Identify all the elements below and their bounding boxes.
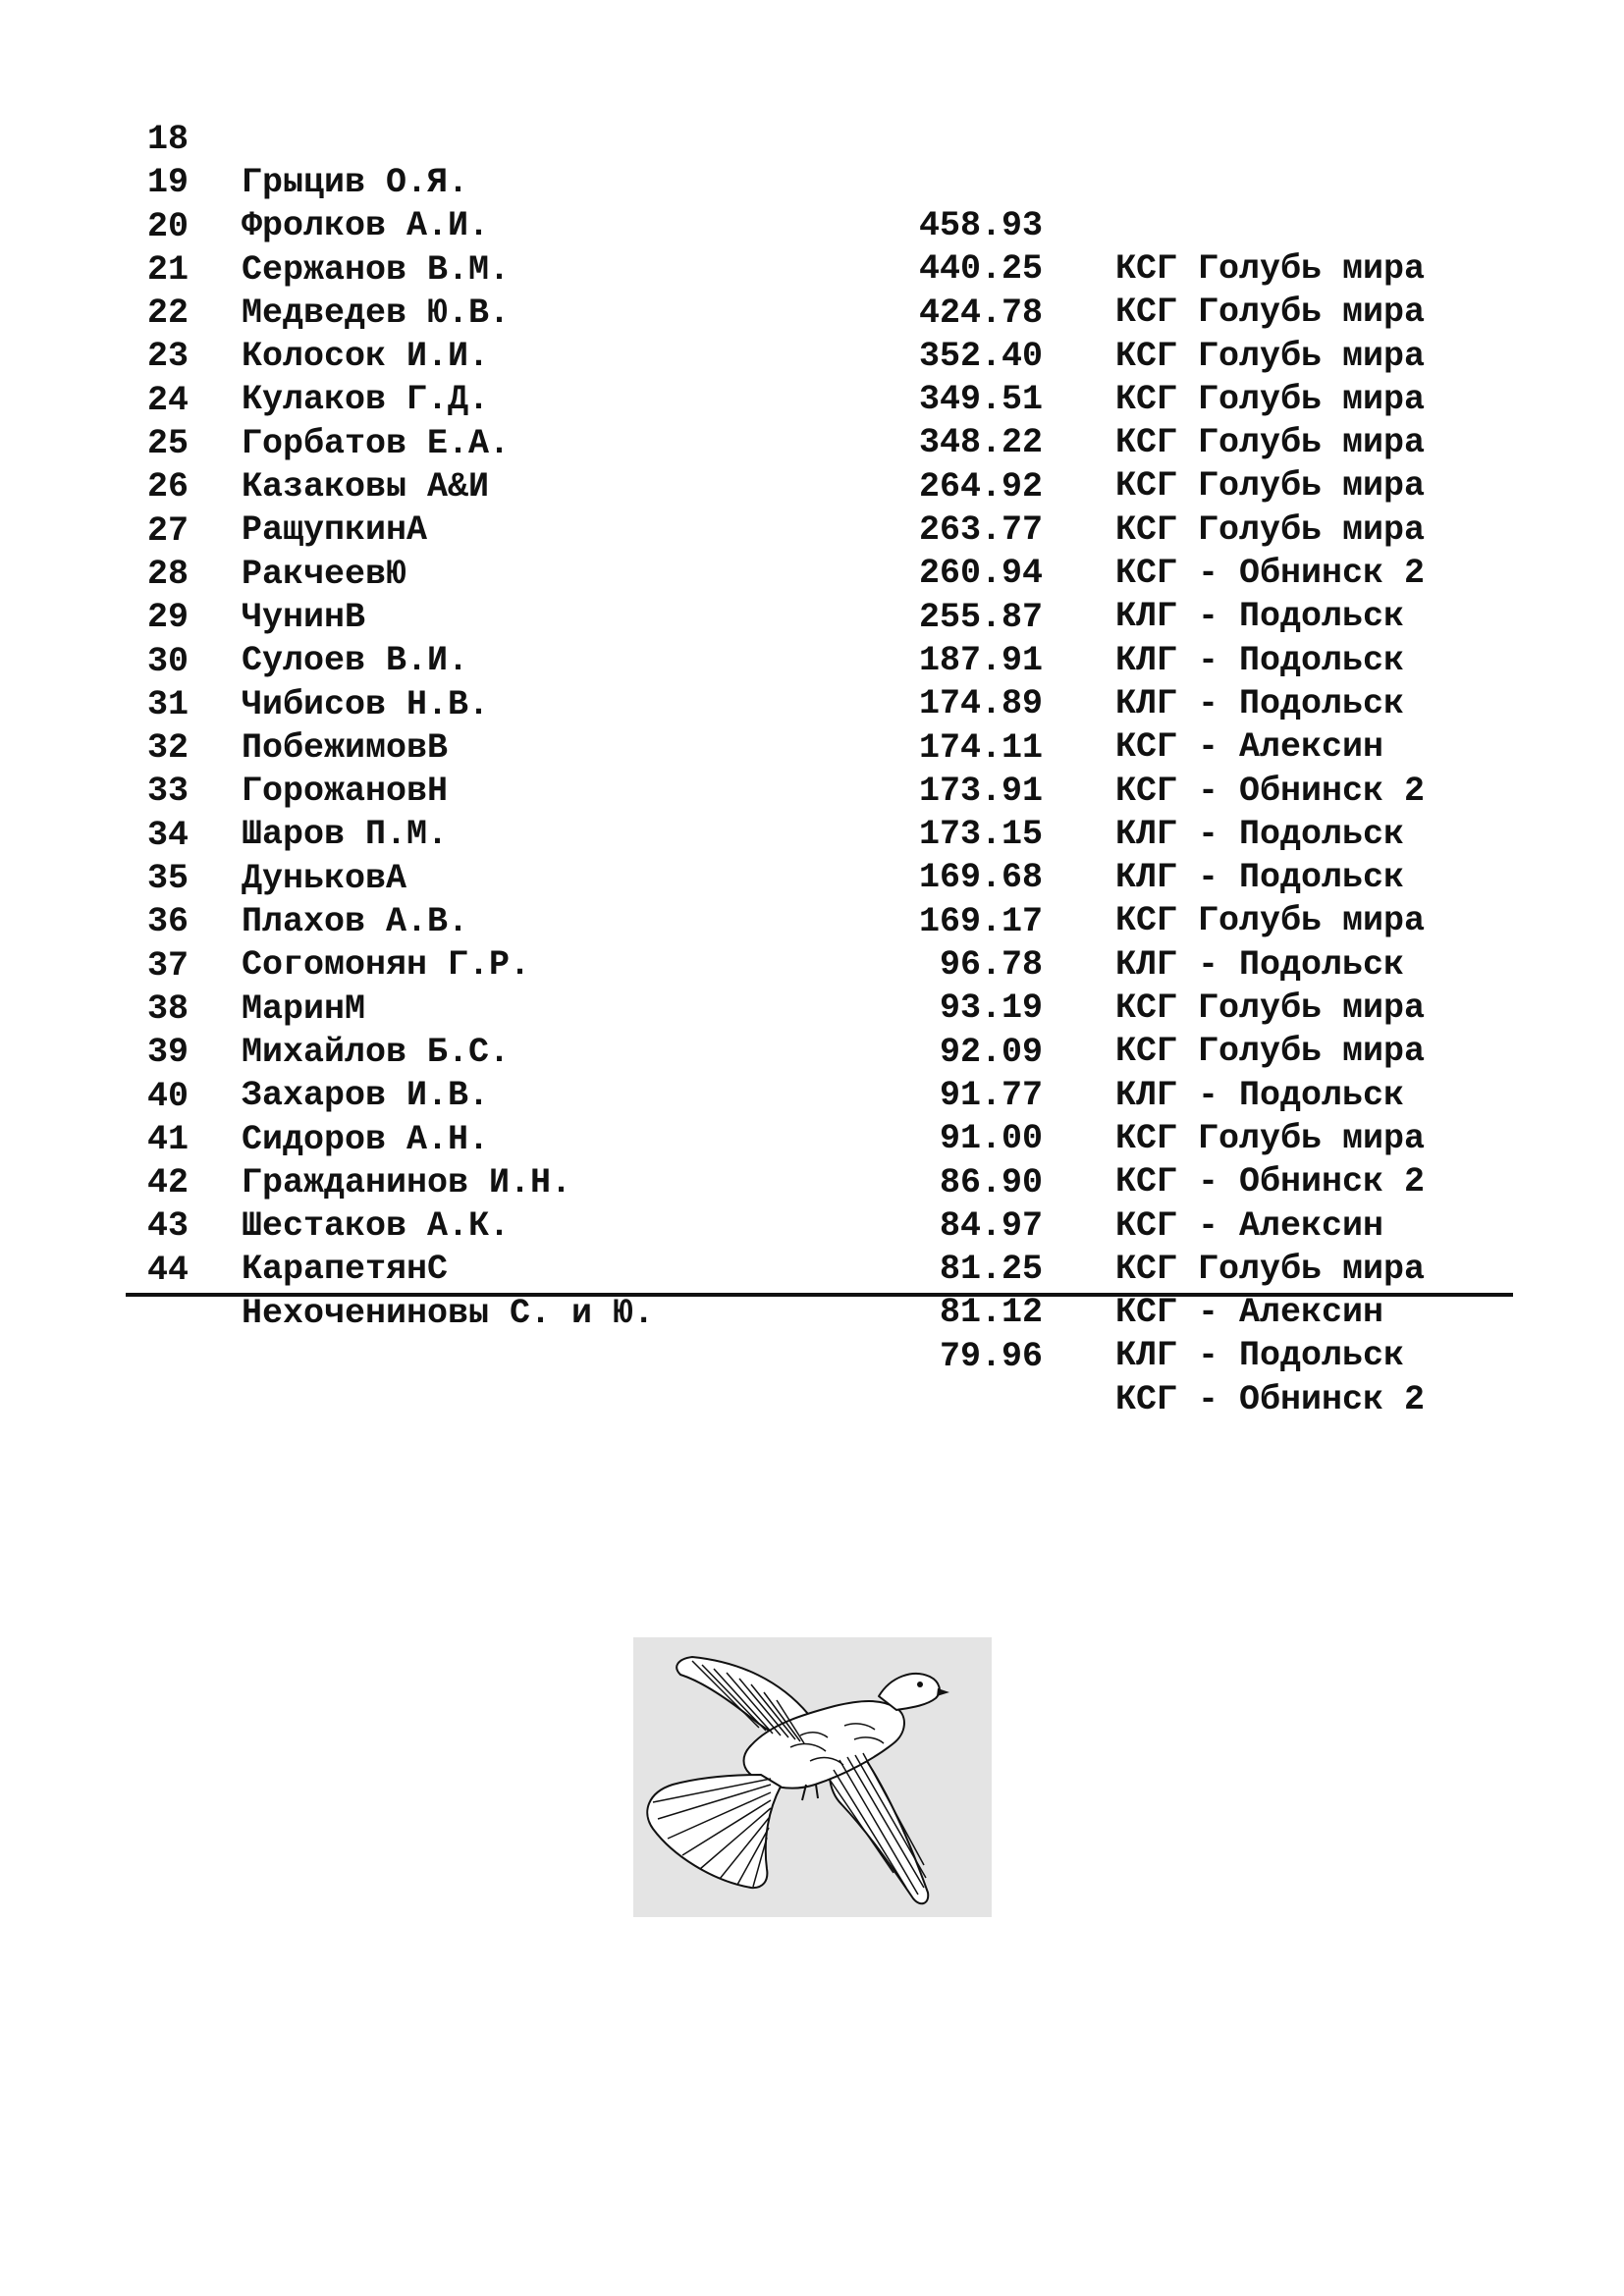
participant-name: Плахов А.В.	[242, 902, 469, 942]
club-name: КСГ - Обнинск 2	[1115, 1162, 1426, 1202]
participant-name: Фролков А.И.	[242, 206, 490, 246]
place-number: 32	[147, 728, 189, 769]
club-name: КСГ Голубь мира	[1115, 249, 1426, 289]
place-number: 44	[147, 1250, 189, 1290]
participant-name: Согомонян Г.Р.	[242, 945, 531, 986]
club-name: КЛГ - Подольск	[1115, 597, 1405, 637]
participant-name: ДуньковА	[242, 858, 407, 898]
club-name: КСГ - Обнинск 2	[1115, 554, 1426, 594]
club-name: КСГ Голубь мира	[1115, 509, 1426, 550]
place-number: 24	[147, 380, 189, 420]
score-value: 260.94	[918, 554, 1043, 594]
place-number: 26	[147, 467, 189, 507]
participant-name: Сулоев В.И.	[242, 641, 469, 681]
score-value: 174.89	[918, 684, 1043, 724]
score-value: 81.25	[939, 1250, 1043, 1290]
club-name: КСГ - Алексин	[1115, 727, 1384, 768]
place-number: 22	[147, 294, 189, 334]
place-number: 30	[147, 641, 189, 681]
club-name: КСГ Голубь мира	[1115, 423, 1426, 463]
place-number: 25	[147, 424, 189, 464]
club-name: КСГ Голубь мира	[1115, 1118, 1426, 1158]
score-value: 458.93	[918, 206, 1043, 245]
participant-name: Колосок И.И.	[242, 337, 490, 377]
score-value: 91.77	[939, 1075, 1043, 1115]
participant-name: Нехочениновы С. и Ю.	[242, 1293, 655, 1333]
score-value: 174.11	[918, 727, 1043, 768]
participant-name: Шаров П.М.	[242, 815, 449, 855]
participant-name: Горбатов Е.А.	[242, 423, 511, 463]
place-number: 20	[147, 206, 189, 246]
club-name: КСГ Голубь мира	[1115, 293, 1426, 333]
participant-name: Грыцив О.Я.	[242, 163, 469, 202]
club-name: КЛГ - Подольск	[1115, 1336, 1405, 1376]
participant-name: РащупкинА	[242, 510, 428, 551]
participant-name: Сидоров А.Н.	[242, 1119, 490, 1159]
place-number: 40	[147, 1076, 189, 1116]
club-name: КЛГ - Подольск	[1115, 944, 1405, 985]
score-value: 86.90	[939, 1162, 1043, 1202]
place-number: 21	[147, 249, 189, 290]
score-value: 173.15	[918, 815, 1043, 855]
score-value: 349.51	[918, 380, 1043, 420]
place-number: 33	[147, 772, 189, 812]
score-value: 169.17	[918, 901, 1043, 941]
participant-name: Кулаков Г.Д.	[242, 380, 490, 420]
score-value: 91.00	[939, 1119, 1043, 1159]
club-name: КСГ - Алексин	[1115, 1205, 1384, 1246]
participant-name: Чибисов Н.В.	[242, 684, 490, 724]
score-value: 352.40	[918, 336, 1043, 376]
score-value: 173.91	[918, 771, 1043, 811]
place-number: 29	[147, 598, 189, 638]
club-name: КСГ Голубь мира	[1115, 379, 1426, 419]
score-value: 348.22	[918, 423, 1043, 463]
place-number: 35	[147, 859, 189, 899]
score-value: 81.12	[939, 1293, 1043, 1333]
place-number: 23	[147, 337, 189, 377]
score-value: 440.25	[918, 249, 1043, 290]
club-name: КЛГ - Подольск	[1115, 1075, 1405, 1115]
participant-name: Казаковы А&И	[242, 467, 490, 507]
place-number: 27	[147, 510, 189, 551]
place-number: 18	[147, 120, 189, 159]
score-value: 92.09	[939, 1032, 1043, 1072]
club-name: КЛГ - Подольск	[1115, 814, 1405, 854]
participant-name: Медведев Ю.В.	[242, 293, 511, 333]
club-name: КСГ - Обнинск 2	[1115, 771, 1426, 811]
score-value: 84.97	[939, 1205, 1043, 1246]
score-value: 263.77	[918, 510, 1043, 551]
score-value: 255.87	[918, 597, 1043, 637]
participant-name: Сержанов В.М.	[242, 249, 511, 290]
participant-name: Захаров И.В.	[242, 1076, 490, 1116]
flying-dove-icon	[633, 1637, 992, 1917]
results-table	[147, 75, 1502, 1419]
club-name: КСГ Голубь мира	[1115, 1249, 1426, 1289]
place-number: 42	[147, 1163, 189, 1203]
club-name: КСГ Голубь мира	[1115, 901, 1426, 941]
place-number: 19	[147, 163, 189, 203]
participant-name: КарапетянС	[242, 1250, 449, 1290]
participant-name: МаринМ	[242, 988, 366, 1029]
club-name: КСГ - Алексин	[1115, 1293, 1384, 1333]
place-number: 36	[147, 902, 189, 942]
score-value: 79.96	[939, 1336, 1043, 1376]
place-number: 34	[147, 815, 189, 855]
club-name: КСГ Голубь мира	[1115, 1032, 1426, 1072]
place-number: 39	[147, 1033, 189, 1073]
dove-illustration	[633, 1637, 992, 1917]
participant-name: ЧунинВ	[242, 597, 366, 637]
club-name: КСГ - Обнинск 2	[1115, 1379, 1426, 1419]
club-name: КЛГ - Подольск	[1115, 640, 1405, 680]
score-value: 93.19	[939, 988, 1043, 1029]
place-number: 43	[147, 1206, 189, 1247]
participant-name: Гражданинов И.Н.	[242, 1162, 572, 1202]
participant-name: ПобежимовВ	[242, 727, 449, 768]
score-value: 264.92	[918, 466, 1043, 507]
place-number: 37	[147, 945, 189, 986]
score-value: 187.91	[918, 640, 1043, 680]
score-value: 96.78	[939, 945, 1043, 986]
score-value: 424.78	[918, 293, 1043, 333]
participant-name: ГорожановН	[242, 772, 449, 812]
participant-name: Михайлов Б.С.	[242, 1032, 511, 1072]
place-number: 38	[147, 988, 189, 1029]
club-name: КЛГ - Подольск	[1115, 683, 1405, 723]
horizontal-divider	[126, 1293, 1513, 1297]
place-number: 28	[147, 554, 189, 594]
club-name: КСГ Голубь мира	[1115, 336, 1426, 376]
participant-name: Шестаков А.К.	[242, 1206, 511, 1247]
place-number: 31	[147, 684, 189, 724]
club-name: КСГ Голубь мира	[1115, 988, 1426, 1029]
score-value: 169.68	[918, 858, 1043, 898]
participant-name: РакчеевЮ	[242, 554, 407, 594]
club-name: КСГ Голубь мира	[1115, 466, 1426, 507]
place-number: 41	[147, 1119, 189, 1159]
club-name: КЛГ - Подольск	[1115, 858, 1405, 898]
